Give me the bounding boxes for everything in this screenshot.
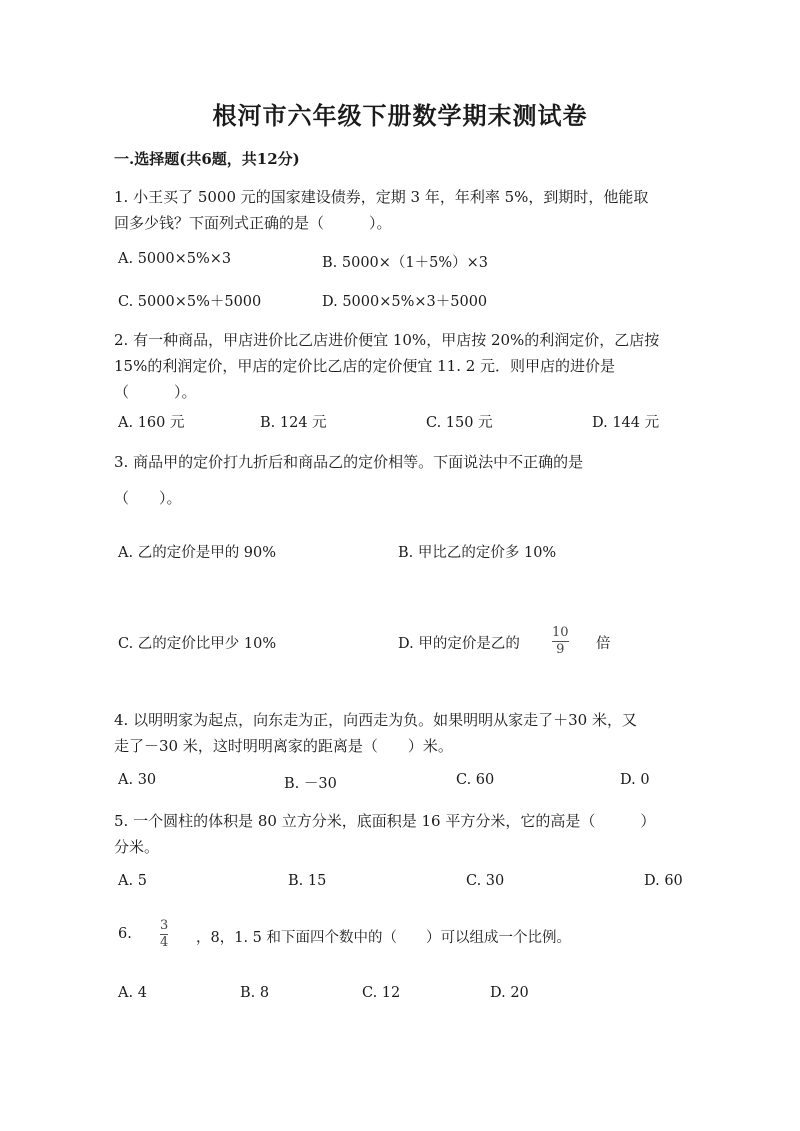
question-2-line-1: 2. 有一种商品，甲店进价比乙店进价便宜 10%，甲店按 20%的利润定价，乙店按: [114, 331, 660, 349]
fraction-denominator: 9: [556, 642, 565, 657]
question-1-option-a[interactable]: A. 5000×5%×3: [118, 251, 232, 267]
question-2-option-c[interactable]: C. 150 元: [426, 415, 493, 431]
question-6-option-a[interactable]: A. 4: [118, 985, 147, 1001]
section-heading: 一.选择题(共6题，共12分): [114, 150, 300, 168]
question-4-option-b[interactable]: B. －30: [284, 776, 337, 792]
fraction-numerator: 10: [552, 625, 569, 640]
question-4-line-2: 走了－30 米，这时明明离家的距离是（ ）米。: [114, 737, 453, 755]
question-4-option-a[interactable]: A. 30: [118, 772, 157, 788]
question-3-line-1: 3. 商品甲的定价打九折后和商品乙的定价相等。下面说法中不正确的是: [114, 453, 584, 471]
question-1-option-b[interactable]: B. 5000×（1＋5%）×3: [322, 255, 489, 271]
question-5-option-b[interactable]: B. 15: [288, 873, 327, 889]
fraction-ten-ninths: [552, 626, 569, 657]
question-3-option-d[interactable]: [398, 632, 520, 653]
question-6-option-b[interactable]: B. 8: [240, 985, 270, 1001]
question-4-option-d[interactable]: D. 0: [620, 772, 650, 788]
question-1-line-1: 1. 小王买了 5000 元的国家建设债券，定期 3 年，年利率 5%，到期时，他能取: [114, 188, 649, 206]
question-3-option-b[interactable]: B. 甲比乙的定价多 10%: [398, 545, 557, 561]
question-3-option-d-suffix: 倍: [596, 636, 611, 652]
fraction-denominator: 4: [160, 935, 169, 950]
fraction-numerator: 3: [160, 918, 169, 933]
question-1-line-2: 回多少钱？下面列式正确的是（ ）。: [114, 214, 392, 232]
question-1-option-d[interactable]: D. 5000×5%×3＋5000: [322, 294, 488, 310]
question-5-option-d[interactable]: D. 60: [644, 873, 683, 889]
question-2-option-a[interactable]: A. 160 元: [118, 415, 185, 431]
question-5-option-a[interactable]: A. 5: [118, 873, 147, 889]
question-6-option-d[interactable]: D. 20: [490, 985, 529, 1001]
question-3-line-2: （ ）。: [114, 489, 182, 507]
question-6-option-c[interactable]: C. 12: [362, 985, 401, 1001]
question-2-line-3: （ ）。: [114, 383, 197, 401]
question-5-option-c[interactable]: C. 30: [466, 873, 505, 889]
question-4-line-1: 4. 以明明家为起点，向东走为正，向西走为负。如果明明从家走了＋30 米，又: [114, 711, 637, 729]
question-4-option-c[interactable]: C. 60: [456, 772, 495, 788]
question-1: [114, 184, 694, 236]
question-3-option-c[interactable]: C. 乙的定价比甲少 10%: [118, 636, 277, 652]
page-title: 根河市六年级下册数学期末测试卷: [212, 101, 588, 130]
fraction-three-quarters: [160, 919, 168, 950]
question-4: [114, 707, 694, 759]
question-3-option-a[interactable]: A. 乙的定价是甲的 90%: [118, 545, 277, 561]
question-2: [114, 327, 694, 405]
question-1-option-c[interactable]: C. 5000×5%＋5000: [118, 294, 262, 310]
question-5-line-2: 分米。: [114, 838, 160, 856]
question-2-option-b[interactable]: B. 124 元: [260, 415, 327, 431]
question-2-option-d[interactable]: D. 144 元: [592, 415, 660, 431]
question-2-line-2: 15%的利润定价，甲店的定价比乙店的定价便宜 11. 2 元．则甲店的进价是: [114, 357, 616, 375]
question-6-text: ，8，1. 5 和下面四个数中的（ ）可以组成一个比例。: [196, 930, 572, 946]
question-6-number: 6.: [118, 926, 132, 942]
question-5: [114, 808, 694, 860]
question-5-line-1: 5. 一个圆柱的体积是 80 立方分米，底面积是 16 平方分米，它的高是（ ）: [114, 812, 656, 830]
question-3-option-d-text: D. 甲的定价是乙的: [398, 636, 520, 652]
